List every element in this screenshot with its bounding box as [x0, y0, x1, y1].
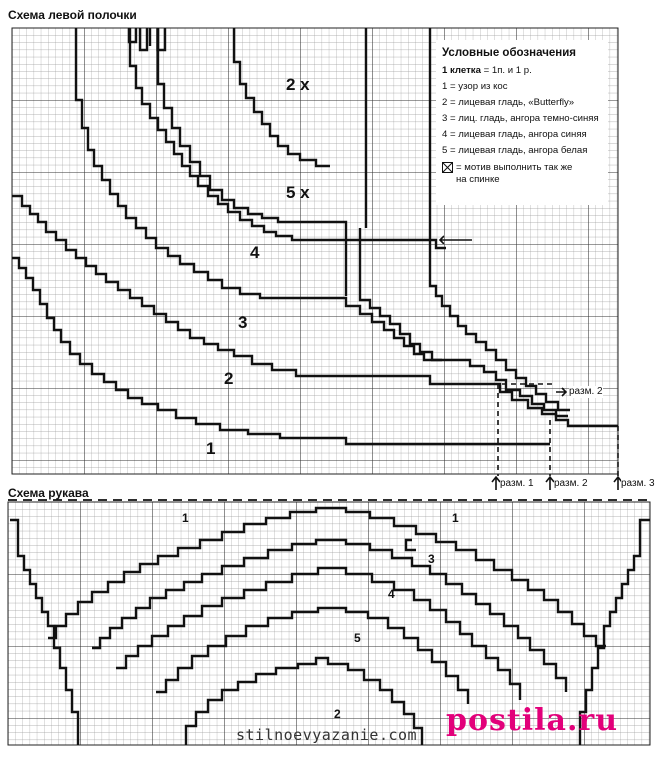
front-chart-title: Схема левой полочки	[8, 8, 137, 22]
front-label-2x: 2 x	[286, 75, 310, 94]
sleeve-label-5: 5	[354, 631, 361, 645]
sleeve-label-4: 4	[388, 587, 395, 601]
legend-item-4: 4 = лицевая гладь, ангора синяя	[442, 129, 587, 140]
repeat-box-icon	[442, 162, 453, 173]
legend-repeat-line1: = мотив выполнить так же	[456, 162, 573, 173]
legend-item-5: 5 = лицевая гладь, ангора белая	[442, 145, 588, 156]
legend-cell-def: = 1п. и 1 р.	[480, 65, 532, 76]
legend-cell-term: 1 клетка	[442, 65, 481, 76]
legend-box	[436, 40, 608, 205]
sleeve-label-1-right: 1	[452, 511, 459, 525]
front-label-3: 3	[238, 313, 248, 332]
legend-repeat-line2: на спинке	[456, 174, 500, 185]
legend-item-1: 1 = узор из кос	[442, 81, 508, 92]
legend-cell-row	[442, 63, 602, 79]
front-label-5x: 5 x	[286, 183, 310, 202]
sleeve-label-3: 3	[428, 552, 435, 566]
sleeve-chart-title: Схема рукава	[8, 486, 89, 500]
front-size-marker-2: разм. 2	[554, 478, 588, 489]
front-label-2: 2	[224, 369, 234, 388]
front-size-marker-1: разм. 1	[500, 478, 534, 489]
front-size-marker-3: разм. 3	[621, 478, 655, 489]
postila-logo: postila.ru	[446, 703, 619, 738]
legend-repeat-row	[442, 162, 602, 186]
legend-item-3: 3 = лиц. гладь, ангора темно-синяя	[442, 113, 599, 124]
front-arrow-up-2	[546, 477, 554, 490]
front-arrow-up-1	[492, 477, 500, 490]
legend-title: Условные обозначения	[442, 47, 577, 59]
legend-item-2: 2 = лицевая гладь, «Butterfly»	[442, 97, 575, 108]
front-side-size-marker: разм. 2	[569, 386, 603, 397]
watermark-text: stilnoevyazanie.com	[236, 726, 418, 744]
sleeve-label-1-left: 1	[182, 511, 189, 525]
sleeve-label-2: 2	[334, 707, 341, 721]
front-label-4: 4	[250, 243, 260, 262]
legend-repeat-text	[456, 162, 572, 186]
front-label-1: 1	[206, 439, 216, 458]
